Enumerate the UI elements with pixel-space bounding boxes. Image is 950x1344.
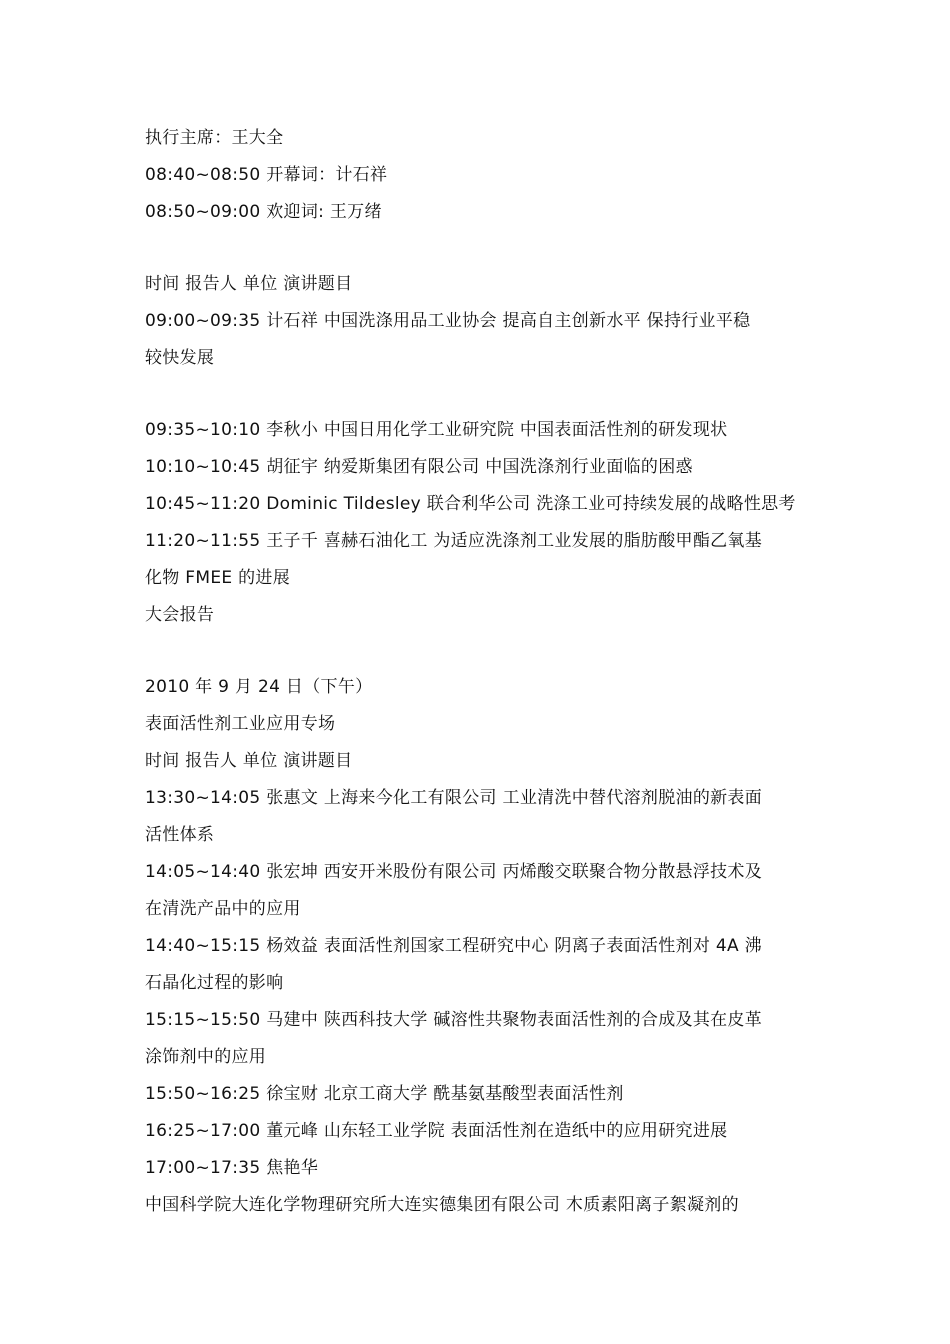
schedule-line: 09:00~09:35 计石祥 中国洗涤用品工业协会 提高自主创新水平 保持行业平稳 [145, 311, 751, 331]
schedule-line: 11:20~11:55 王子千 喜赫石油化工 为适应洗涤剂工业发展的脂肪酸甲酯乙氧基 [145, 531, 763, 551]
session-title-line: 表面活性剂工业应用专场 [145, 714, 336, 734]
schedule-line: 14:05~14:40 张宏坤 西安开米股份有限公司 丙烯酸交联聚合物分散悬浮技术及 [145, 862, 763, 882]
schedule-line-continued: 活性体系 [145, 825, 215, 845]
schedule-line: 17:00~17:35 焦艳华 [145, 1158, 319, 1178]
schedule-header-line: 时间 报告人 单位 演讲题目 [145, 751, 353, 771]
schedule-line: 09:35~10:10 李秋小 中国日用化学工业研究院 中国表面活性剂的研发现状 [145, 420, 728, 440]
schedule-line: 10:10~10:45 胡征宇 纳爱斯集团有限公司 中国洗涤剂行业面临的困惑 [145, 457, 693, 477]
schedule-line-continued: 较快发展 [145, 348, 215, 368]
welcome-speech-line: 08:50~09:00 欢迎词: 王万绪 [145, 202, 382, 222]
document-body [145, 120, 813, 1224]
section-label: 大会报告 [145, 605, 215, 625]
spacer [145, 377, 813, 412]
schedule-line: 14:40~15:15 杨效益 表面活性剂国家工程研究中心 阴离子表面活性剂对 4A 沸 [145, 936, 762, 956]
spacer [145, 231, 813, 266]
schedule-header-line: 时间 报告人 单位 演讲题目 [145, 274, 353, 294]
schedule-line: 13:30~14:05 张惠文 上海来今化工有限公司 工业清洗中替代溶剂脱油的新表面 [145, 788, 763, 808]
schedule-line: 10:45~11:20 Dominic Tildesley 联合利华公司 洗涤工业可持续发展的战略性思考 [145, 494, 796, 514]
schedule-line-continued: 在清洗产品中的应用 [145, 899, 301, 919]
spacer [145, 634, 813, 669]
schedule-line: 15:15~15:50 马建中 陕西科技大学 碱溶性共聚物表面活性剂的合成及其在皮革 [145, 1010, 763, 1030]
schedule-line-continued: 化物 FMEE 的进展 [145, 568, 291, 588]
schedule-line: 16:25~17:00 董元峰 山东轻工业学院 表面活性剂在造纸中的应用研究进展 [145, 1121, 728, 1141]
schedule-line-continued: 中国科学院大连化学物理研究所大连实德集团有限公司 木质素阳离子絮凝剂的 [145, 1195, 739, 1215]
schedule-line-continued: 石晶化过程的影响 [145, 973, 284, 993]
schedule-line: 15:50~16:25 徐宝财 北京工商大学 酰基氨基酸型表面活性剂 [145, 1084, 624, 1104]
executive-chair-line: 执行主席：王大全 [145, 128, 284, 148]
session-date-line: 2010 年 9 月 24 日（下午） [145, 677, 373, 697]
opening-speech-line: 08:40~08:50 开幕词：计石祥 [145, 165, 388, 185]
schedule-line-continued: 涂饰剂中的应用 [145, 1047, 267, 1067]
